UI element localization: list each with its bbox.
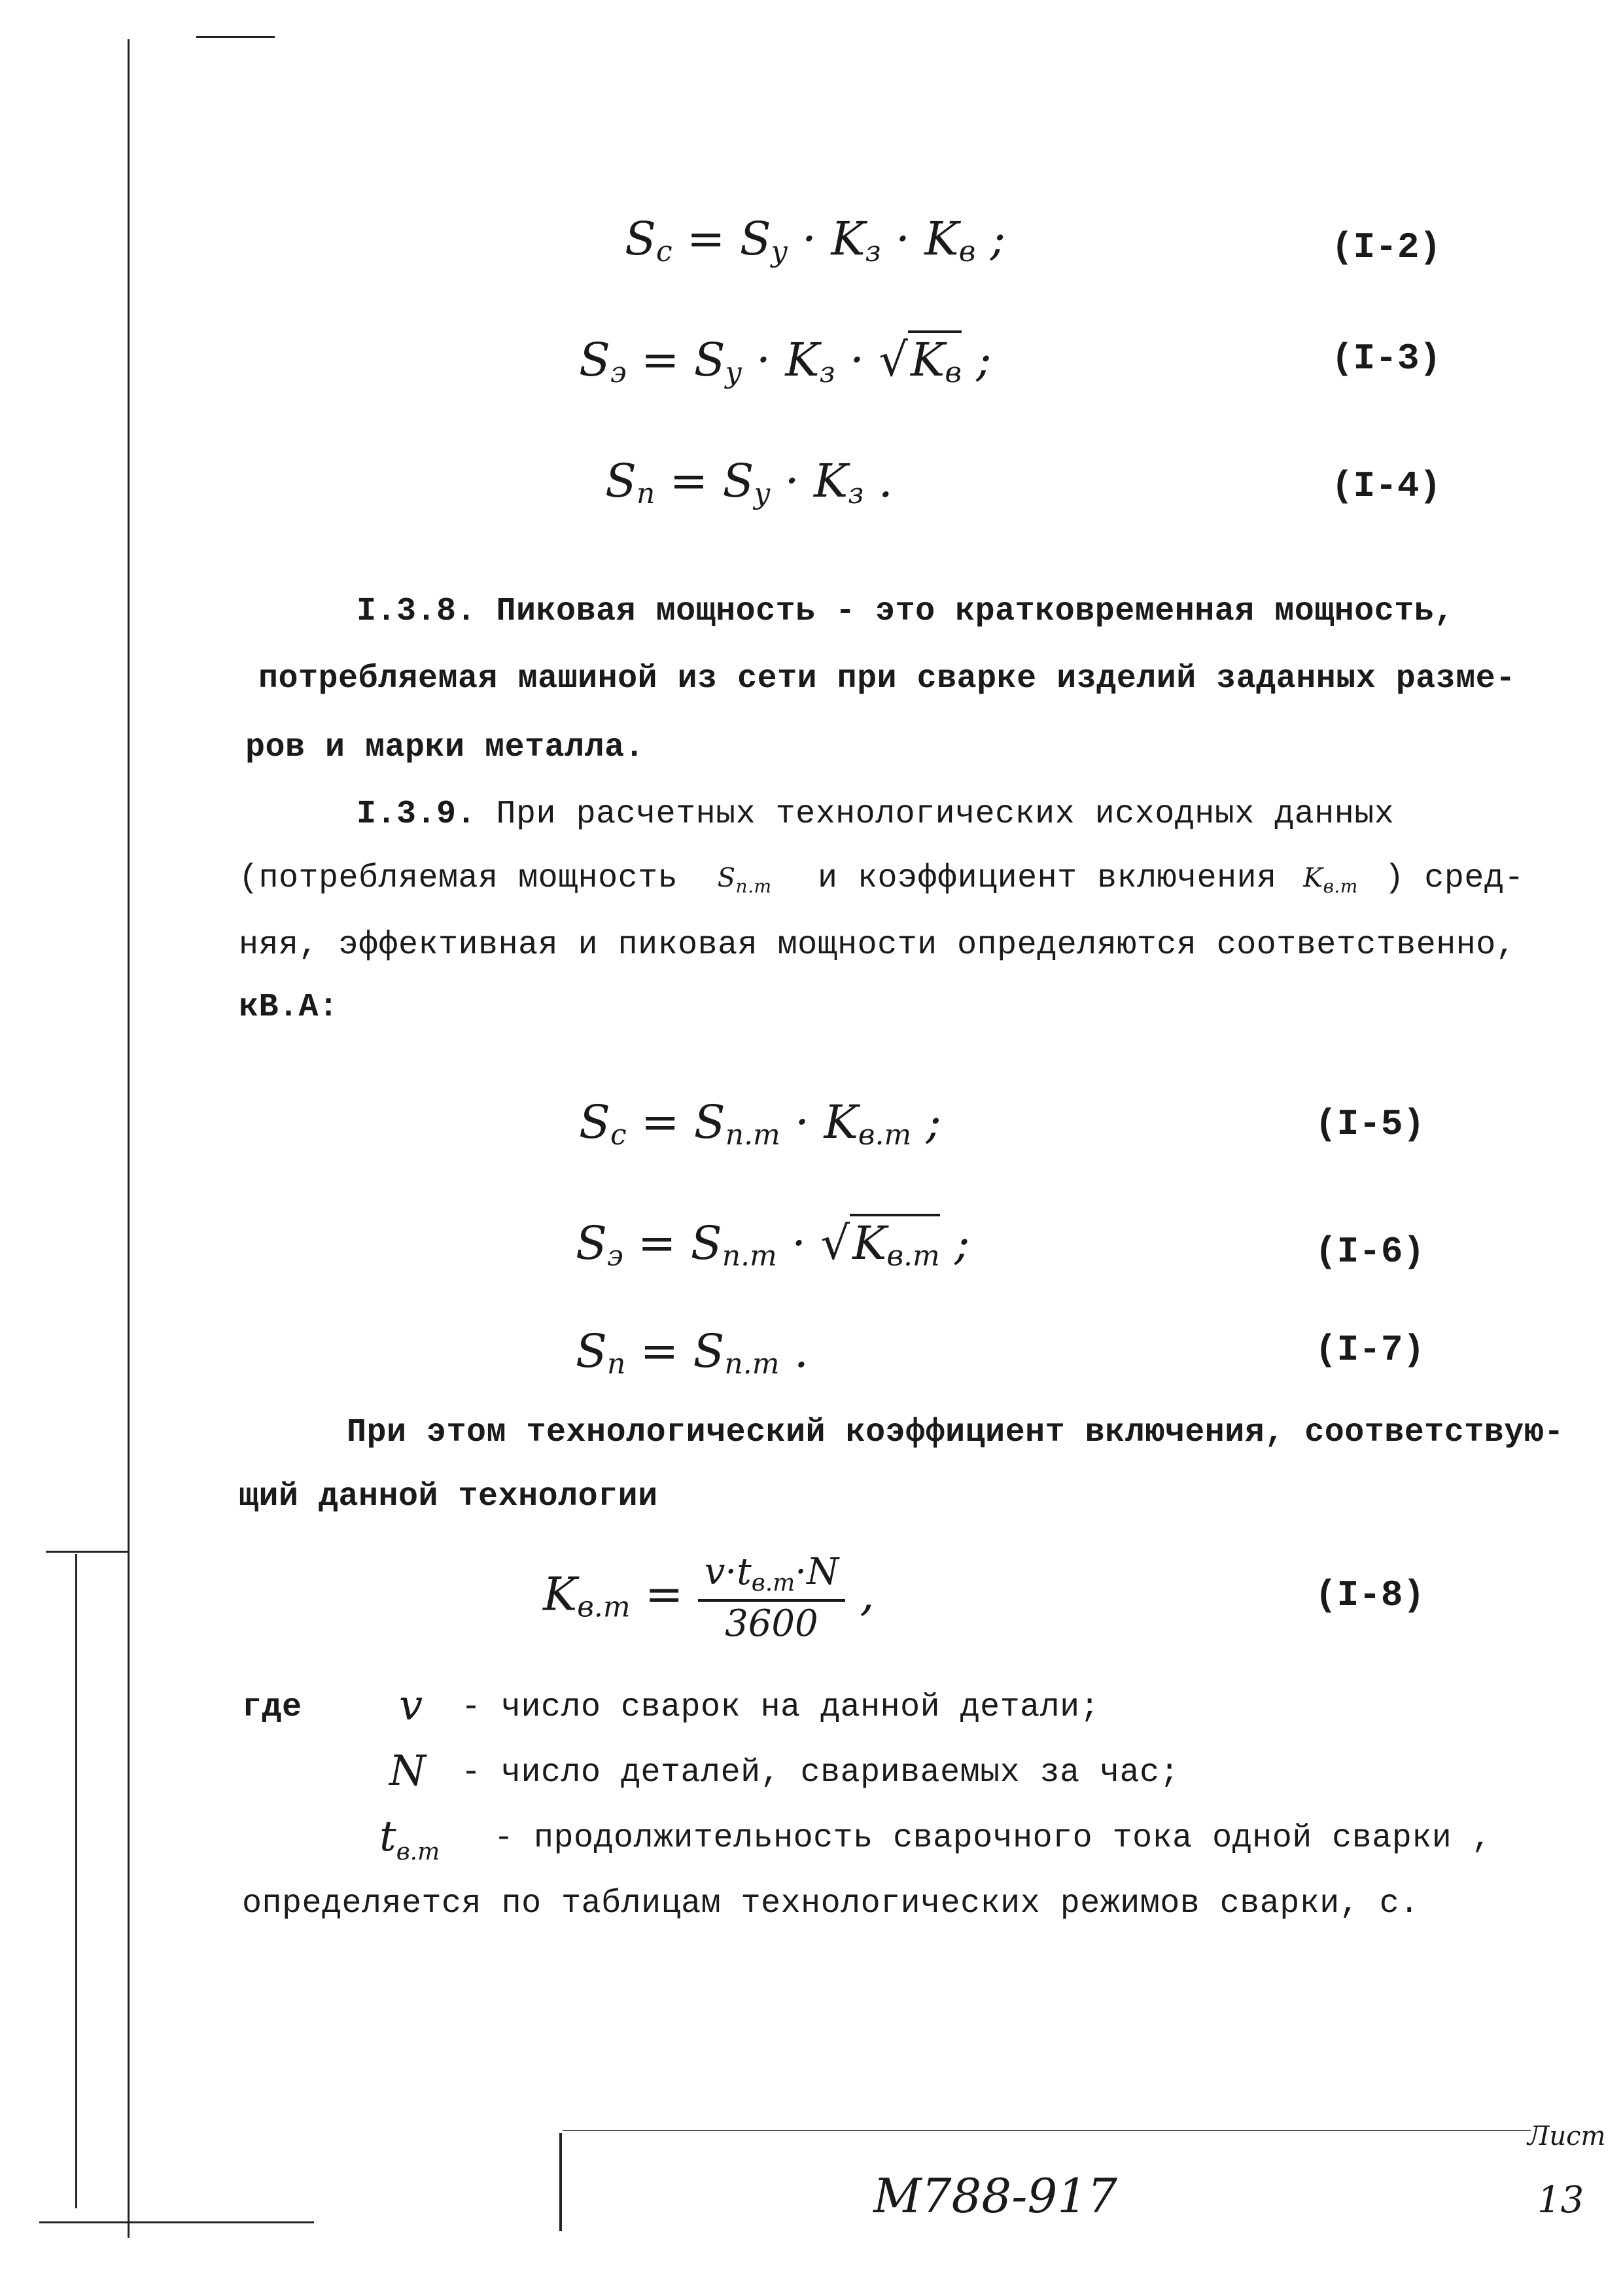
formula-label-1-7: (I-7) [1315,1329,1425,1371]
paragraph-1-3-8-line-1: I.3.8. Пиковая мощность - это кратковременная мощность, [357,593,1454,630]
paragraph-tech-line-1: При этом технологический коэффициент включения, соответствую- [347,1414,1564,1451]
paragraph-tech-line-2: щий данной технологии [239,1478,658,1515]
paragraph-1-3-9-line-3: няя, эффективная и пиковая мощности определяются соответственно, [239,927,1516,964]
formula-label-1-5: (I-5) [1315,1103,1425,1145]
paragraph-1-3-8-line-2: потребляемая машиной из сети при сварке изделий заданных разме- [258,660,1516,698]
where-v-description: - число сварок на данной детали; [461,1689,1100,1726]
formula-label-1-3: (I-3) [1331,338,1442,380]
formula-label-1-8: (I-8) [1315,1574,1425,1616]
symbol-n: N [389,1747,426,1795]
formula-label-1-2: (I-2) [1331,226,1442,268]
formula-1-6: $S_э = S_{п.т} \cdot √K_{в.т}$ ; [576,1220,970,1271]
where-t-description: - продолжительность сварочного тока одной сварки , [494,1820,1492,1857]
paragraph-1-3-9-line-4: кВ.А: [239,989,339,1026]
document-code: М788-917 [873,2168,1117,2223]
symbol-s-pt: $S_{п.т}$ [717,863,772,897]
formula-1-7: $S_п = S_{п.т}$ . [576,1324,809,1381]
symbol-k-vt: $K_{в.т}$ [1303,863,1358,897]
paragraph-1-3-8-line-3: ров и марки металла. [245,729,645,766]
footer-vertical-separator [559,2133,562,2231]
stamp-box-bottom [39,2221,314,2223]
top-edge-mark [196,36,275,38]
clause-number-1-3-9: I.3.9. [357,796,477,833]
stamp-box-top [46,1551,128,1553]
symbol-t-vt: $t_{в.т}$ [379,1812,440,1865]
left-margin-line [128,39,130,2238]
formula-1-8: $K_{в.т}$ = $\frac{v\cdot t_{в.т}\cdot N}{3600}$ , [543,1551,875,1645]
formula-1-2: $S_c = S_y \cdot K_з \cdot K_в$ ; [625,212,1006,268]
footer-top-line [563,2130,1531,2131]
where-n-description: - число деталей, свариваемых за час; [461,1754,1180,1792]
formula-1-4: $S_п = S_y \cdot K_з$ . [605,454,893,510]
formula-1-8-fraction: $\frac{v\cdot t_{в.т}\cdot N}{3600}$ [698,1554,845,1642]
formula-label-1-4: (I-4) [1331,465,1442,507]
sheet-label: Лист [1527,2121,1606,2151]
page-number: 13 [1537,2179,1584,2221]
formula-1-3: $S_э = S_y \cdot K_з \cdot √K_в$ ; [579,337,992,387]
paragraph-1-3-9-line-2: (потребляемая мощность $S_{п.т}$ и коэффициент включения $K_{в.т}$ ) сред- [239,860,1524,897]
formula-1-5: $S_c = S_{п.т} \cdot K_{в.т}$ ; [579,1095,942,1152]
paragraph-1-3-9-line-1: I.3.9. При расчетных технологических исходных данных [357,796,1395,833]
where-lead: где [242,1689,302,1726]
formula-label-1-6: (I-6) [1315,1231,1425,1273]
clause-number-1-3-8: I.3.8. [357,593,477,630]
symbol-v: v [399,1682,423,1730]
stamp-box-inner-line [75,1554,77,2208]
where-t-description-line-2: определяется по таблицам технологических режимов сварки, с. [242,1885,1420,1922]
